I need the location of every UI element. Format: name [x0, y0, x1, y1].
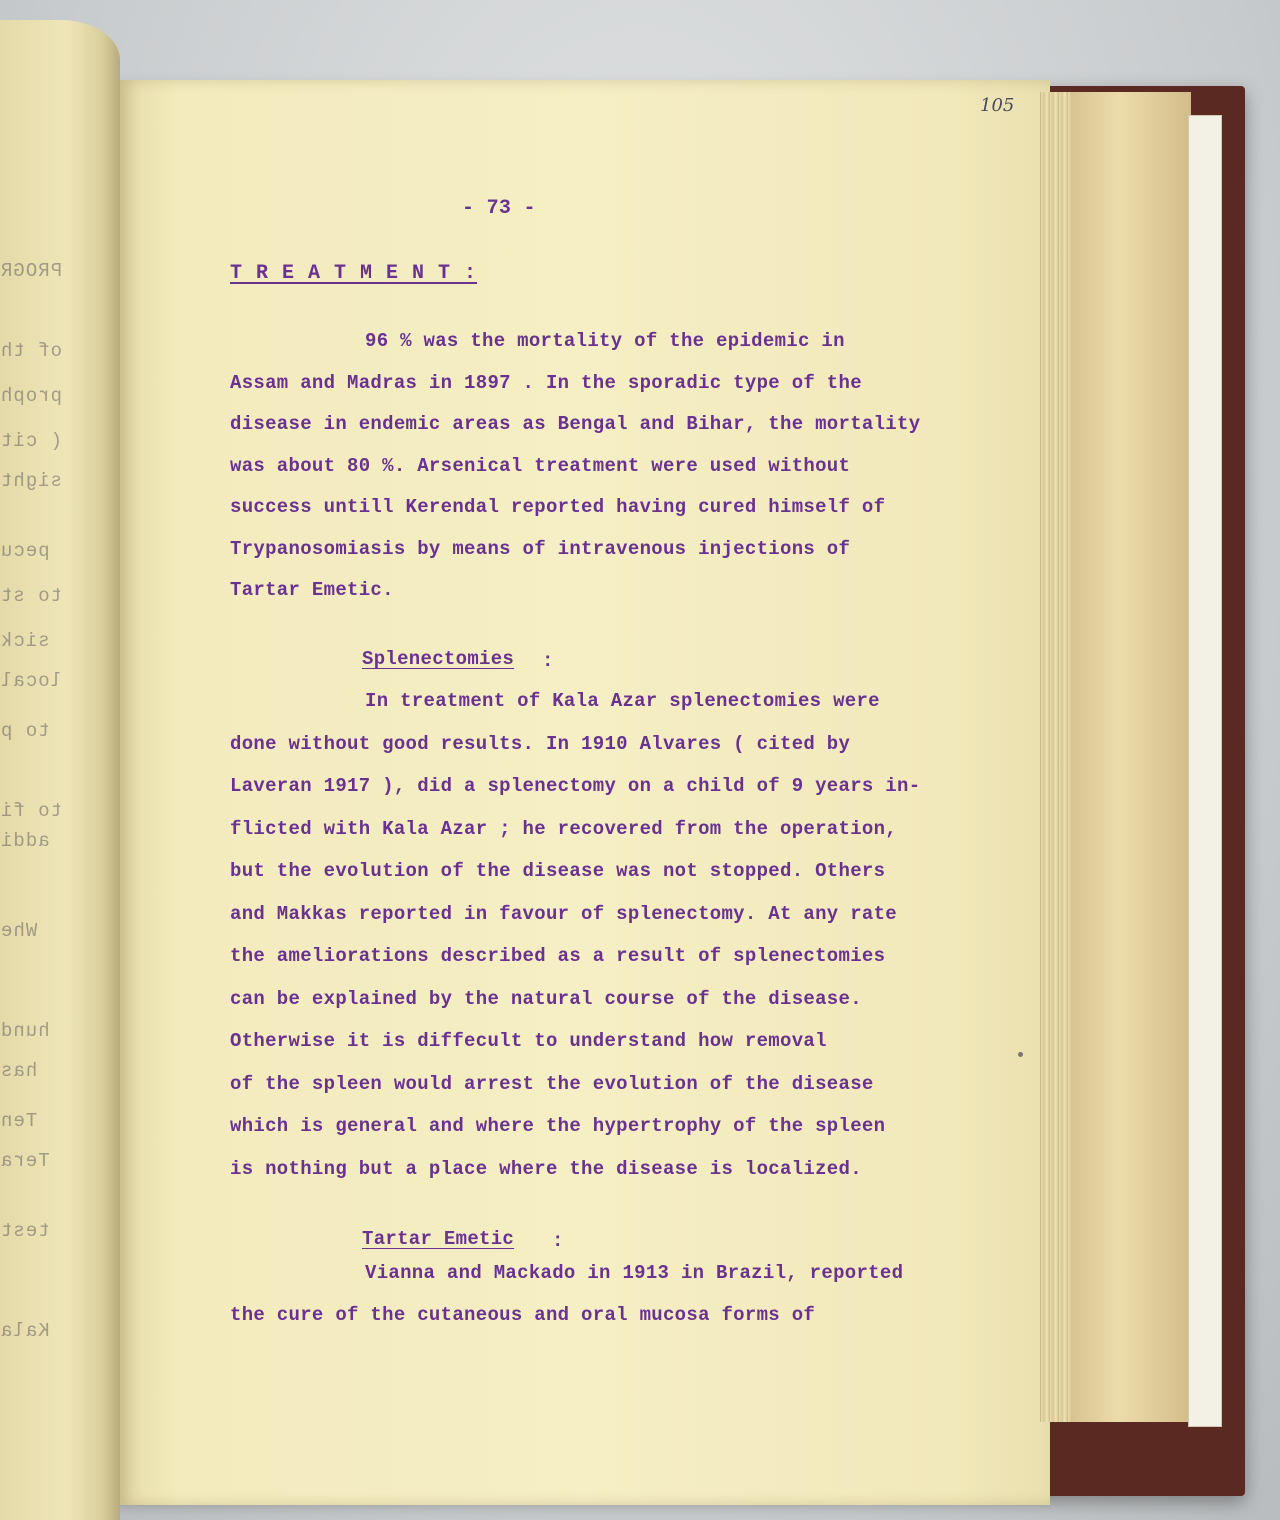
bleed-through-text: sick [0, 630, 50, 652]
text-line: done without good results. In 1910 Alvares ( cited by [230, 732, 851, 755]
text-line: disease in endemic areas as Bengal and Bihar, the mortality [230, 413, 921, 435]
bleed-through-text: addi [0, 830, 50, 852]
text-line: but the evolution of the disease was not stopped. Others [230, 860, 886, 882]
bleed-through-text: test [0, 1220, 50, 1242]
bleed-through-text: to st [0, 585, 63, 607]
paper-mark [1018, 1052, 1023, 1057]
page-number: - 73 - [462, 197, 536, 220]
left-page [0, 20, 120, 1520]
text-line: is nothing but a place where the disease is localized. [230, 1157, 862, 1180]
text-line: Vianna and Mackado in 1913 in Brazil, reported [365, 1262, 904, 1284]
bleed-through-text: to p [0, 720, 50, 742]
subheading-splenectomies: Splenectomies [362, 648, 515, 670]
text-line: flicted with Kala Azar ; he recovered from the operation, [230, 817, 898, 840]
bleed-through-text: ( cit [0, 430, 63, 452]
text-line: 96 % was the mortality of the epidemic in [365, 330, 845, 352]
text-line: success untill Kerendal reported having cured himself of [230, 496, 886, 518]
text-line: the ameliorations described as a result of splenectomies [230, 945, 886, 967]
page-edges-inner [1071, 92, 1191, 1422]
text-line: Assam and Madras in 1897 . In the sporadic type of the [230, 371, 862, 394]
text-line: was about 80 %. Arsenical treatment were used without [230, 454, 851, 477]
section-heading: T R E A T M E N T : [230, 262, 478, 285]
text-line: of the spleen would arrest the evolution of the disease [230, 1072, 874, 1095]
subheading-splenectomies-colon: : [542, 650, 554, 672]
subheading-tartar-emetic: Tartar Emetic [362, 1228, 515, 1250]
bleed-through-text: Whe [0, 920, 38, 942]
endpaper [1188, 115, 1222, 1427]
text-line: Tartar Emetic. [230, 579, 394, 601]
page-edges [1040, 92, 1191, 1422]
text-line: and Makkas reported in favour of splenectomy. At any rate [230, 902, 898, 925]
bleed-through-text: pecu [0, 540, 50, 562]
bleed-through-text: has [0, 1060, 38, 1082]
text-line: Otherwise it is diffecult to understand how removal [230, 1030, 827, 1052]
bleed-through-text: sight [0, 470, 63, 492]
text-line: which is general and where the hypertrophy of the spleen [230, 1115, 886, 1137]
bleed-through-text: local [0, 670, 63, 692]
bleed-through-text: proph [0, 385, 63, 407]
text-line: Trypanosomiasis by means of intravenous injections of [230, 537, 851, 560]
bleed-through-text: Ten [0, 1110, 38, 1132]
text-line: In treatment of Kala Azar splenectomies were [365, 690, 880, 712]
text-line: can be explained by the natural course of the disease. [230, 987, 862, 1010]
bleed-through-text: PROGR [0, 260, 63, 282]
bleed-through-text: Tera [0, 1150, 50, 1172]
bleed-through-text: hund [0, 1020, 50, 1042]
bleed-through-text: of th [0, 340, 63, 362]
text-line: Laveran 1917 ), did a splenectomy on a child of 9 years in- [230, 775, 921, 797]
bleed-through-text: Kala [0, 1320, 50, 1342]
subheading-tartar-emetic-colon: : [552, 1230, 564, 1252]
bleed-through-text: to fi [0, 800, 63, 822]
text-line: the cure of the cutaneous and oral mucosa forms of [230, 1304, 816, 1326]
folio-number: 105 [980, 95, 1015, 116]
